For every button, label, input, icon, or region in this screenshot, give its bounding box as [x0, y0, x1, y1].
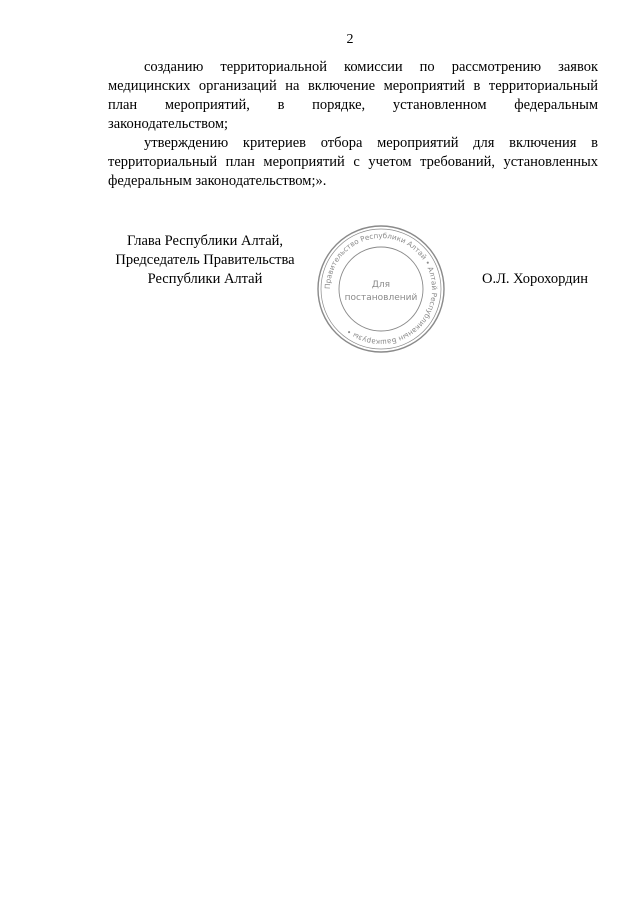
- stamp-ring-text: Правительство Республики Алтай • Алтай Республиканын Башкарузы •: [322, 230, 440, 348]
- paragraph-2: утверждению критериев отбора мероприятий для включения в территориальный план мероприятий с учетом требований, установленных федеральным законодательством;».: [108, 135, 598, 189]
- stamp-center-line-1: Для: [371, 280, 391, 290]
- official-stamp: [316, 224, 446, 354]
- paragraph-1: созданию территориальной комиссии по рассмотрению заявок медицинских организаций на включение мероприятий в территориальный план мероприятий, в порядке, установленном федеральным законодательством;: [108, 59, 598, 132]
- signature-title: [100, 232, 310, 289]
- body-text: [108, 58, 598, 191]
- signatory-name: О.Л. Хорохордин: [482, 271, 589, 287]
- page-number: 2: [346, 32, 354, 47]
- signature-title-line-2: Председатель Правительства: [115, 252, 295, 268]
- signature-title-line-3: Республики Алтай: [147, 271, 263, 287]
- signature-title-line-1: Глава Республики Алтай,: [126, 233, 284, 249]
- stamp-center-line-2: постановлений: [344, 293, 418, 303]
